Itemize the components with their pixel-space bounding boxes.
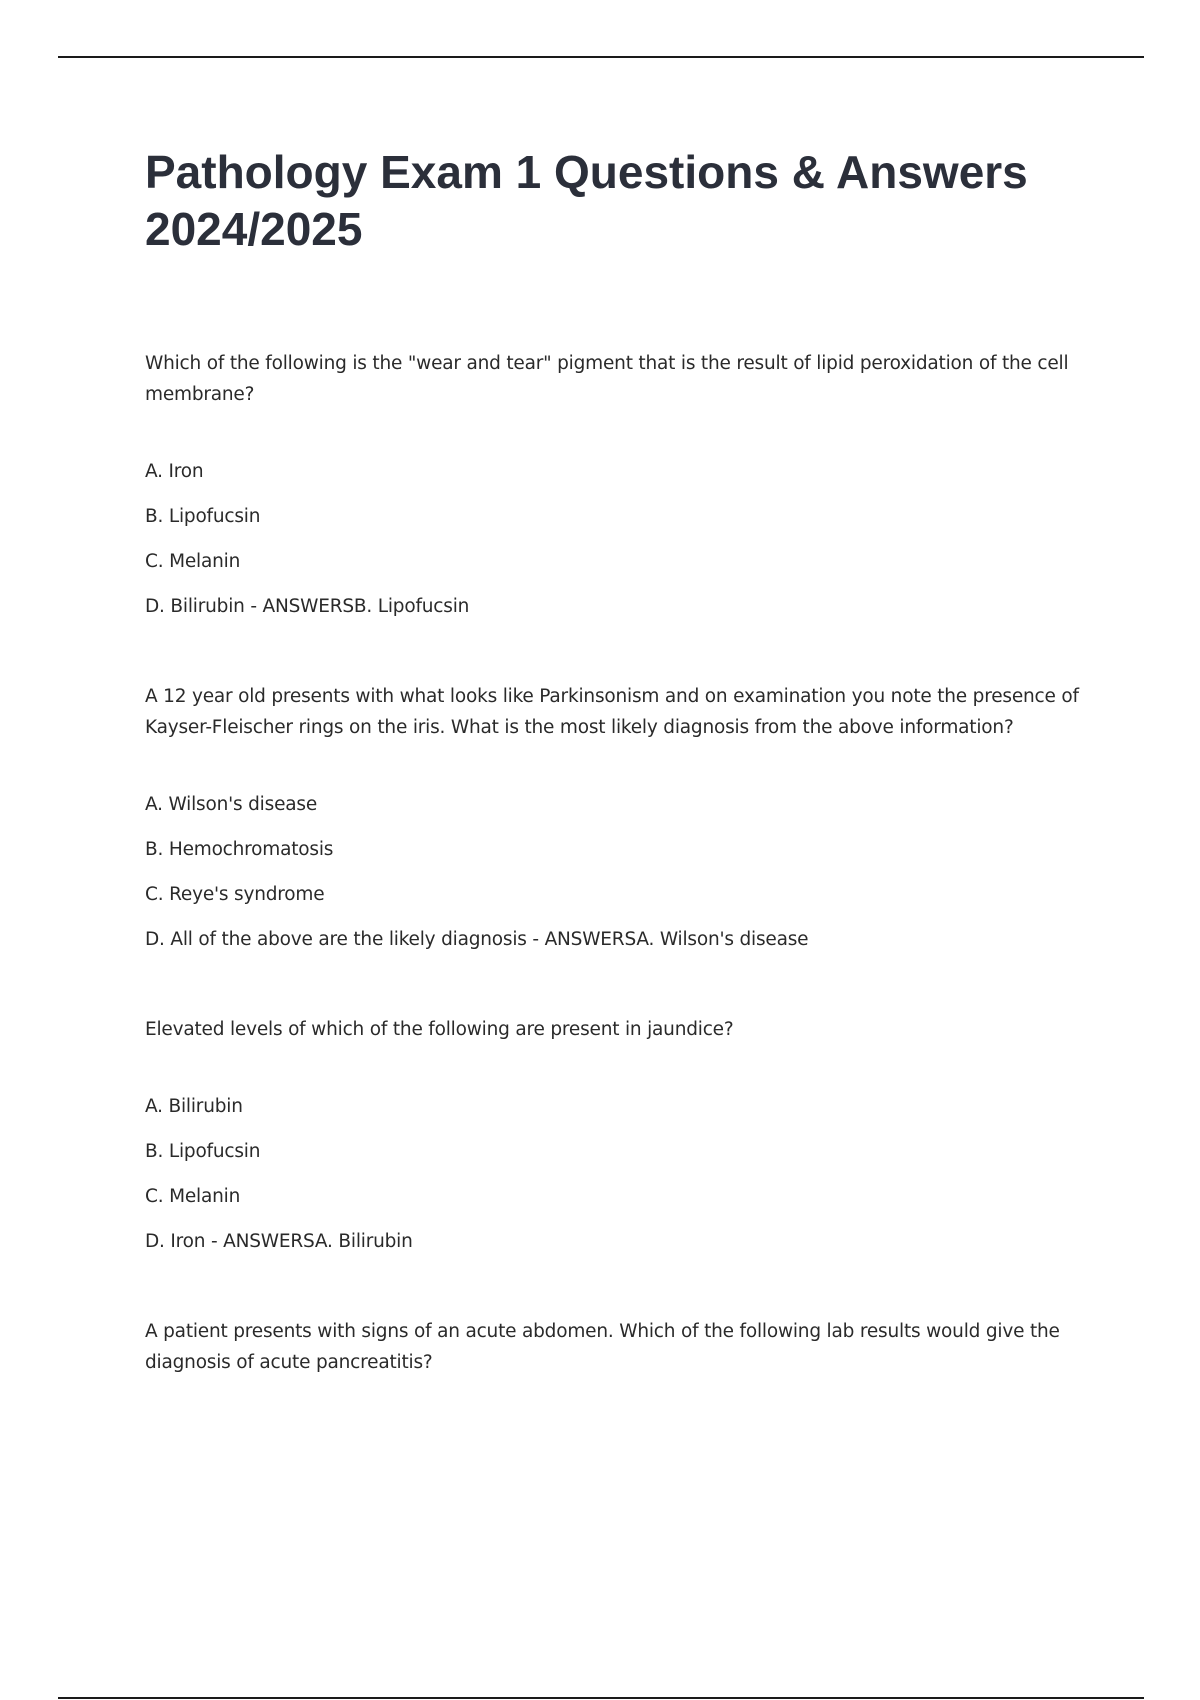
top-rule <box>58 56 1144 58</box>
option-item: B. Lipofucsin <box>145 506 261 527</box>
question-1 <box>145 348 1085 622</box>
option-list <box>145 1091 1085 1257</box>
option-item: C. Reye's syndrome <box>145 884 325 905</box>
option-item: A. Bilirubin <box>145 1096 243 1117</box>
option-item: C. Melanin <box>145 551 241 572</box>
document-title: Pathology Exam 1 Questions & Answers 2024/2025 <box>145 146 1028 255</box>
question-text: A 12 year old presents with what looks like Parkinsonism and on examination you note the presence of Kayser-Fleischer rings on the iris. What is the most likely diagnosis from the above information? <box>145 686 1079 738</box>
bottom-rule <box>58 1697 1144 1699</box>
question-text: Which of the following is the "wear and tear" pigment that is the result of lipid peroxidation of the cell membrane? <box>145 353 1069 405</box>
option-item: A. Iron <box>145 461 204 482</box>
question-3 <box>145 1014 1085 1257</box>
option-list <box>145 456 1085 622</box>
question-text: A patient presents with signs of an acute abdomen. Which of the following lab results would give the diagnosis of acute pancreatitis? <box>145 1321 1060 1373</box>
option-item: B. Hemochromatosis <box>145 839 334 860</box>
document-body <box>145 144 1085 1378</box>
option-answer-item: D. Iron - ANSWERSA. Bilirubin <box>145 1231 413 1252</box>
option-answer-item: D. Bilirubin - ANSWERSB. Lipofucsin <box>145 596 470 617</box>
option-answer-item: D. All of the above are the likely diagnosis - ANSWERSA. Wilson's disease <box>145 929 809 950</box>
option-item: C. Melanin <box>145 1186 241 1207</box>
question-4 <box>145 1316 1085 1378</box>
question-2 <box>145 681 1085 955</box>
option-list <box>145 789 1085 955</box>
option-item: A. Wilson's disease <box>145 794 318 815</box>
option-item: B. Lipofucsin <box>145 1141 261 1162</box>
question-text: Elevated levels of which of the following are present in jaundice? <box>145 1019 734 1040</box>
